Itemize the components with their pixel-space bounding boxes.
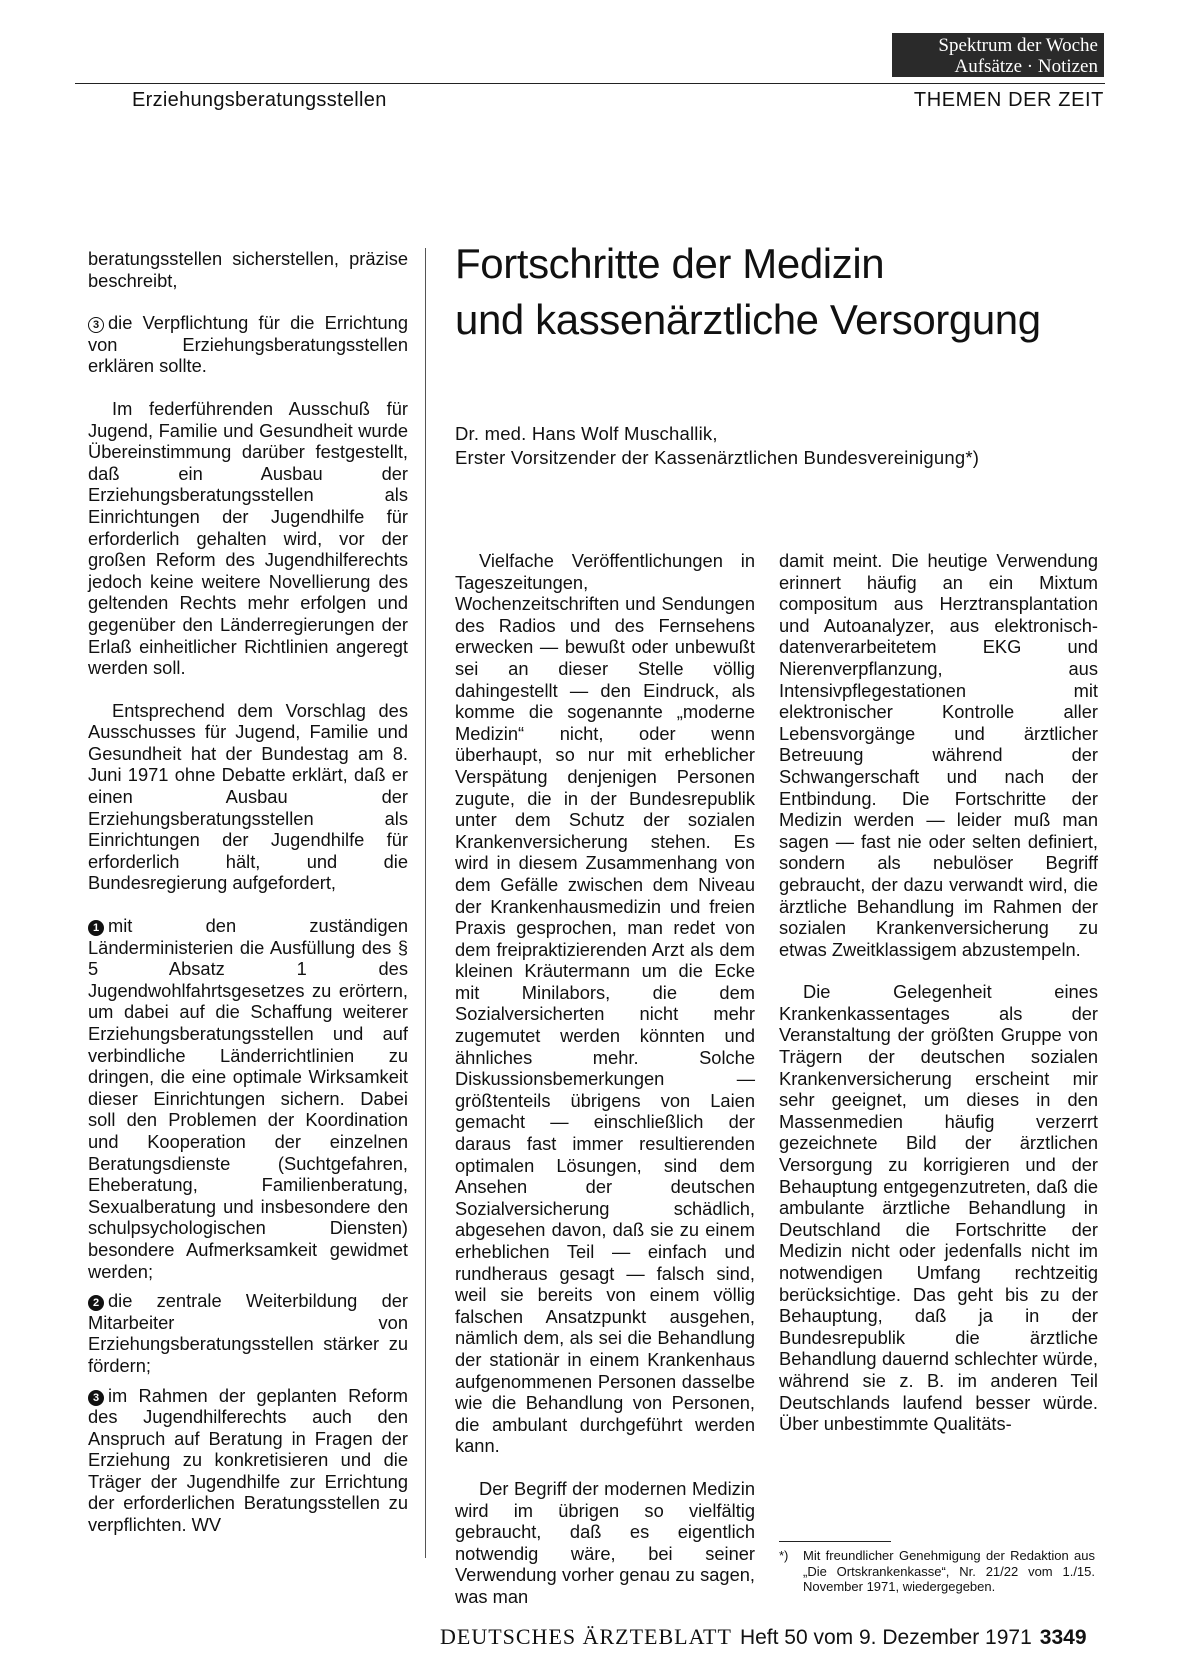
left-bullet-2: 2 die zentrale Weiterbildung der Mitarbeiter von Erziehungsberatungsstellen stärker zu fördern; [88,1290,408,1376]
badge-line-1: Spektrum der Woche [938,35,1098,56]
column-divider [425,248,426,1558]
issue-info: Heft 50 vom 9. Dezember 1971 [739,1626,1032,1649]
left-paragraph-4: Entsprechend dem Vorschlag des Ausschusses für Jugend, Familie und Gesundheit hat der Bundestag am 8. Juni 1971 ohne Debatte erklärt, daß er einen Ausbau der Erziehungsberatungsstellen als Einrichtungen der Jugendhilfe für erforderlich hält, und die Bundesregierung aufgefordert, [88,699,408,894]
numbered-marker-icon: 3 [88,317,104,333]
author-block [455,422,979,470]
article-paragraph-4: Die Gelegenheit eines Krankenkassentages als der Veranstaltung der größten Gruppe von Trägern der deutschen sozialen Krankenversicherung erscheint mir sehr geeignet, um dieses in den Massenmedien häufig verzerrt gezeichnete Bild der ärztlichen Versorgung zu korrigieren und der Behauptung entgegenzutreten, daß die ambulante ärztliche Behandlung in Deutschland die Fortschritte der Medizin nicht oder jedenfalls nicht im notwendigen Umfang rechtzeitig berücksichtige. Das geht bis zu der Behauptung, daß ja in der Bundesrepublik die ärztliche Behandlung dauernd schlechter würde, während sie z. B. im anderen Teil Deutschlands laufend besser würde. Über unbestimmte Qualitäts- [779,981,1098,1435]
article-paragraph-1: Vielfache Veröffentlichungen in Tageszeitungen, Wochenzeitschriften und Sendungen des Radios und des Fernsehens erwecken — bewußt oder unbewußt sei an dieser Stelle völlig dahingestellt — den Eindruck, als komme die sogenannte „moderne Medizin“ nicht, oder wenn überhaupt, so nur mit erheblicher Verspätung denjenigen Personen zugute, die in der Bundesrepublik unter dem Schutz der sozialen Krankenversicherung stehen. Es wird in diesem Zusammenhang von dem Gefälle zwischen dem Niveau der Krankenhausmedizin und freien Praxis gesprochen, man redet von dem freipraktizierenden Arzt als dem kleinen Kräutermann um die Ecke mit Minilabors, die dem Sozialversicherten nicht mehr zugemutet werden könnten und ähnliches mehr. Solche Diskussionsbemerkungen — größtenteils übrigens von Laien gemacht — einschließlich der daraus fast immer resultierenden optimalen Lösungen, sind dem Ansehen der deutschen Sozialversicherung schädlich, abgesehen davon, daß sie zu einem erheblichen Teil — einfach und rundheraus gesagt — falsch sind, weil sie bereits von einem völlig falschen Ansatzpunkt ausgehen, nämlich dem, als sei die Behandlung der stationär in einem Krankenhaus aufgenommenen Personen dasselbe wie die Behandlung von Personen, die ambulant durchgeführt werden kann. [455,550,755,1457]
left-paragraph-3: Im federführenden Ausschuß für Jugend, Familie und Gesundheit wurde Übereinstimmung darüber festgestellt, daß ein Ausbau der Erziehungsberatungsstellen als Einrichtungen der Jugendhilfe für erforderlich gehalten wird, vor der großen Reform des Jugendhilferechts jedoch keine weitere Novellierung des geltenden Rechts mehr erfolgen und gegenüber den Länderregierungen der Erlaß einheitlicher Richtlinien angeregt werden soll. [88,397,408,679]
publication-name: DEUTSCHES ÄRZTEBLATT [440,1624,732,1649]
page-footer [440,1624,1087,1650]
footnote [779,1548,1095,1595]
page-number: 3349 [1039,1626,1087,1649]
left-paragraph-2: 3 die Verpflichtung für die Errichtung von Erziehungsberatungsstellen erklären sollte. [88,312,408,377]
badge-line-2: Aufsätze · Notizen [954,56,1098,77]
article-paragraph-2: Der Begriff der modernen Medizin wird im übrigen so vielfältig gebraucht, daß es eigentlich notwendig wäre, bei seiner Verwendung vorher genau zu sagen, was man [455,1477,755,1607]
header-rule [75,83,1105,84]
section-title: Erziehungsberatungsstellen [132,89,387,111]
left-bullet-1: 1 mit den zuständigen Länderministerien die Ausfüllung des § 5 Absatz 1 des Jugendwohlfahrtsgesetzes zu erörtern, um dabei auf die Schaffung weiterer Erziehungsberatungsstellen und auf verbindliche Länderrichtlinien zu dringen, die eine optimale Wirksamkeit dieser Einrichtungen sichern. Dabei soll den Problemen der Koordination und Kooperation der einzelnen Beratungsdienste (Suchtgefahren, Eheberatung, Familienberatung, Sexualberatung und insbesondere den schulpsychologischen Diensten) besondere Aufmerksamkeit gewidmet werden; [88,915,408,1282]
article-title-line-2: und kassenärztliche Versorgung [455,296,1041,343]
numbered-bullet-icon: 1 [88,920,104,936]
numbered-bullet-icon: 2 [88,1295,104,1311]
article-title [455,236,1105,348]
article-title-line-1: Fortschritte der Medizin [455,240,885,287]
left-bullet-3: 3 im Rahmen der geplanten Reform des Jugendhilferechts auch den Anspruch auf Beratung in Fragen der Erziehung zu konkretisieren und die Träger der Jugendhilfe zur Errichtung der erforderlichen Beratungsstellen zu verpflichten. WV [88,1384,408,1536]
numbered-bullet-icon: 3 [88,1390,104,1406]
footnote-mark: *) [779,1548,789,1563]
footnote-rule [779,1541,891,1542]
footnote-text: Mit freundlicher Genehmigung der Redaktion aus „Die Ortskrankenkasse“, Nr. 21/22 vom 1./15. November 1971, wiedergegeben. [803,1548,1095,1594]
section-badge [892,33,1104,77]
rubric-title: THEMEN DER ZEIT [913,89,1104,111]
left-paragraph-1: beratungsstellen sicherstellen, präzise beschreibt, [88,248,408,291]
left-column [88,248,408,1557]
article-column-1 [455,550,755,1629]
article-column-2 [779,550,1098,1456]
author-name: Dr. med. Hans Wolf Muschallik, [455,423,718,444]
author-role: Erster Vorsitzender der Kassenärztlichen Bundesvereinigung*) [455,447,980,468]
article-paragraph-3: damit meint. Die heutige Verwendung erinnert häufig an ein Mixtum compositum aus Herztransplantation und Autoanalyzer, aus elektronisch-datenverarbeitetem EKG und Nierenverpflanzung, aus Intensivpflegestationen mit elektronischer Kontrolle aller Lebensvorgänge und ärztlicher Betreuung während der Schwangerschaft und nach der Entbindung. Die Fortschritte der Medizin werden — leider muß man sagen — fast nie oder selten definiert, sondern als nebulöser Begriff gebraucht, der dazu verwandt wird, die ärztliche Behandlung im Rahmen der sozialen Krankenversicherung zu etwas Zweitklassigem abzustempeln. [779,550,1098,960]
